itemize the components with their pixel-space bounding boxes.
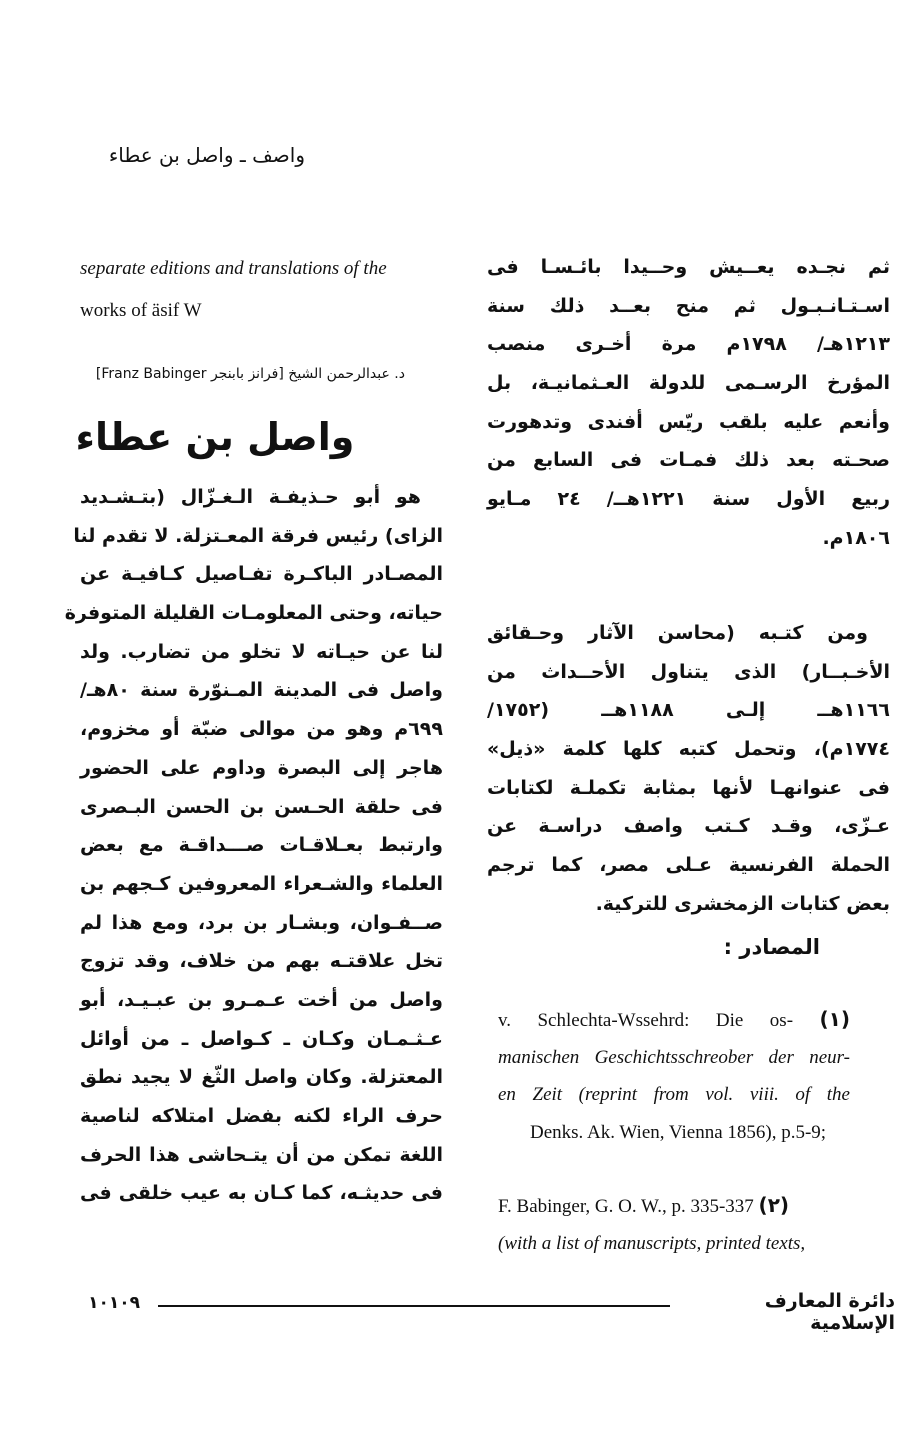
footer-publication: دائرة المعارف الإسلامية: [764, 1290, 895, 1334]
text-line: العلماء والشـعراء المعروفين كـجهم بن: [80, 872, 443, 895]
right-column-paragraph-2: [487, 614, 890, 924]
text-line: ومن كتـبه (محاسن الآثار وحـقائق: [487, 622, 868, 644]
english-continuation: [80, 254, 420, 326]
text-line: عـثـمـان وكـان ـ كـواصل ـ من أوائل: [80, 1027, 443, 1050]
footnote-text: F. Babinger, G. O. W., p. 335-337: [498, 1196, 754, 1217]
text-line: عـزّى، وقـد كـتب واصف دراسـة عن: [487, 815, 890, 838]
english-line: works of äsif W: [80, 300, 202, 321]
text-line: صــفـوان، وبشـار بن برد، ومع هذا لم: [80, 911, 443, 934]
footnote-line: manischen Geschichtsschreober der neur-: [498, 1046, 850, 1068]
text-line: فى عنوانهـا لأنها بمثابة تكملـة لكتابات: [487, 776, 890, 799]
footnote-line: en Zeit (reprint from vol. viii. of the: [498, 1084, 850, 1105]
text-line: ١١٦٦هــ إلـى ١١٨٨هــ (١٧٥٢/: [487, 699, 890, 722]
sources-heading: المصادر :: [723, 935, 820, 959]
footnote-line: (with a list of manuscripts, printed texts,: [498, 1232, 806, 1254]
text-line: واصل من أخت عـمـرو بن عبـيـد، أبو: [80, 988, 443, 1011]
text-line: المصـادر الباكـرة تفـاصيل كـافيـة عن: [80, 563, 443, 586]
footnote-2: [498, 1187, 850, 1262]
text-line: صحـته بعد ذلك فمـات فى السابع من: [487, 449, 890, 472]
text-line: ثم نجـده يعــيش وحــيدا بائـسـا فى: [487, 256, 890, 278]
text-line: فى حلقة الحـسن بن الحسن البـصرى: [80, 795, 443, 818]
footnote-number: (١): [819, 1007, 850, 1031]
text-line: تخل علاقتـه بهم من خلاف، وقد تزوج: [80, 950, 443, 973]
running-header: واصف ـ واصل بن عطاء: [108, 143, 305, 167]
text-line: الأخـبــار) الذى يتناول الأحــداث من: [487, 660, 890, 683]
article-title: واصل بن عطاء: [75, 415, 355, 459]
footer-page-number: ١٠١٠٩: [88, 1293, 140, 1313]
text-line: هو أبو حـذيفـة الـغـزّال (بتـشـديد: [80, 486, 421, 508]
text-line: وارتبط بعـلاقـات صـــداقـة مع بعض: [80, 834, 443, 857]
text-line: وأنعم عليه بلقب ريّس أفندى وتدهورت: [487, 410, 890, 433]
text-line: حرف الراء لكنه بفضل امتلاكه لناصية: [80, 1105, 443, 1127]
footnote-1: [498, 1001, 850, 1151]
text-line: ربيع الأول سنة ١٢٢١هــ/ ٢٤ مـايو: [487, 488, 891, 511]
text-line: لنا عن حيـاته لا تخلو من تضارب. ولد: [80, 640, 443, 663]
text-line: حياته، وحتى المعلومـات القليلة المتوفرة: [64, 602, 443, 625]
text-line: ١٧٧٤م)، وتحمل كتبه كلها كلمة «ذيل»: [487, 738, 890, 761]
text-line: ٦٩٩م وهو من موالى ضبّة أو مخزوم،: [80, 718, 443, 741]
text-line: الحملة الفرنسية عـلى مصر، كما ترجم: [487, 854, 890, 877]
right-column-paragraph-1: [487, 248, 890, 558]
footnote-text: v. Schlechta-Wssehrd: Die os-: [498, 1010, 794, 1031]
footer-rule: [158, 1305, 670, 1307]
text-line: اللغة تمكن من أن يتـحاشى هذا الحرف: [80, 1143, 443, 1166]
text-line: ١٨٠٦م.: [822, 526, 890, 549]
text-line: بعض كتابات الزمخشرى للتركية.: [595, 892, 890, 915]
text-line: الزاى) رئيس فرقة المعـتزلة. لا تقدم لنا: [73, 524, 443, 547]
text-line: فى حديثـه، كما كـان به عيب خلقى فى: [80, 1182, 443, 1205]
text-line: المؤرخ الرسـمى للدولة العـثمانيـة، بل: [487, 372, 890, 395]
footnote-line: Denks. Ak. Wien, Vienna 1856), p.5-9;: [530, 1121, 827, 1143]
footnote-number: (٢): [758, 1193, 790, 1217]
footnote-line: [498, 1001, 850, 1039]
text-line: واصل فى المدينة المـنوّرة سنة ٨٠هـ/: [80, 679, 443, 702]
english-line: separate editions and translations of the: [80, 258, 387, 279]
footnote-line: [498, 1187, 850, 1225]
text-line: ١٢١٣هـ/ ١٧٩٨م مرة أخـرى منصب: [487, 333, 890, 356]
text-line: المعتزلة. وكان واصل الثّغ لا يجيد نطق: [80, 1066, 443, 1089]
text-line: اسـتـانـبـول ثم منح بعــد ذلك سنة: [487, 294, 890, 317]
text-line: هاجر إلى البصرة وداوم على الحضور: [80, 756, 443, 779]
author-credit: د. عبدالرحمن الشيخ [فرانز بابنجر Franz Babinger]: [95, 366, 405, 382]
left-column-body: [64, 478, 443, 1213]
